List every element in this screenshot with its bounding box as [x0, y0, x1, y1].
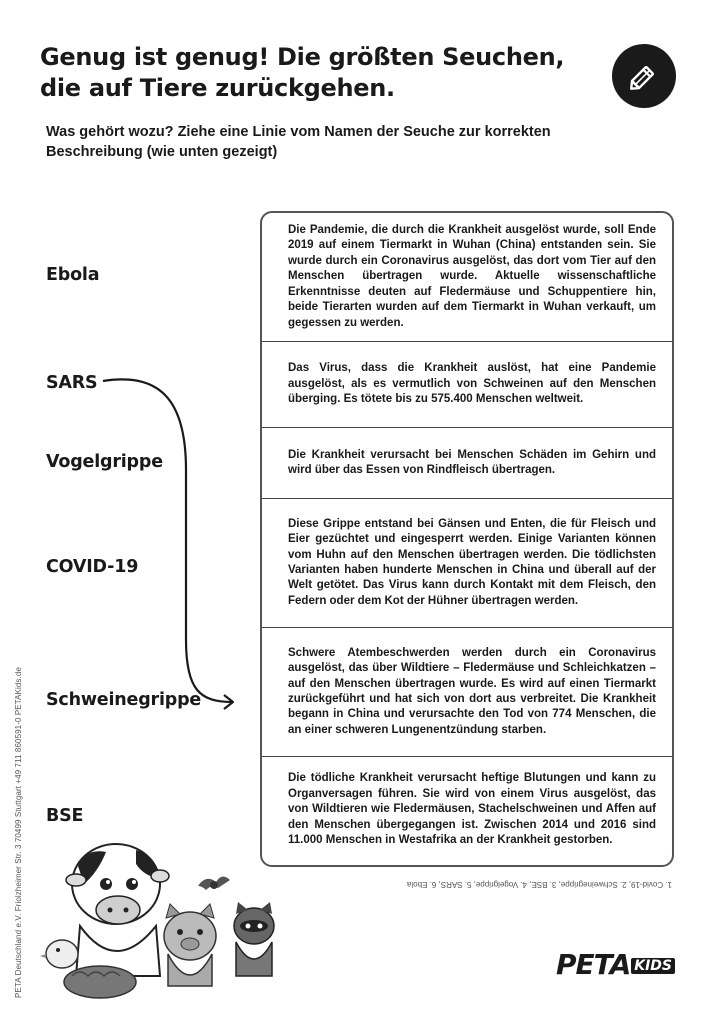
disease-label-sars[interactable]: SARS: [46, 373, 98, 393]
description-cell-2[interactable]: [262, 342, 672, 427]
description-cell-1[interactable]: [262, 213, 672, 341]
title-line-2: die auf Tiere zurückgehen.: [40, 74, 395, 102]
disease-label-schweinegrippe[interactable]: Schweinegrippe: [46, 690, 202, 710]
chicken-icon: [40, 940, 78, 968]
logo-brand: PETA: [556, 948, 631, 981]
bat-icon: [198, 876, 230, 890]
disease-label-vogelgrippe[interactable]: Vogelgrippe: [46, 452, 163, 472]
description-cell-5[interactable]: [262, 628, 672, 756]
description-cell-3[interactable]: [262, 428, 672, 498]
description-text-4: Diese Grippe entstand bei Gänsen und Enten, die für Fleisch und Eier gezüchtet und eingesperrt werden. Einige Varianten können vom Huhn auf den Menschen übertragen werden. Die tödlichsten Varianten haben hunderte Menschen in China und überall auf der Welt getötet. Das Virus kann durch Kontakt mit dem Fleisch, den Federn oder dem Kot der Hühner übertragen werden.: [288, 517, 656, 607]
cartoon-animals-illustration: [40, 826, 290, 1006]
disease-label-bse[interactable]: BSE: [46, 806, 84, 826]
solution-key-upside-down: 1. Covid-19, 2. Schweinegrippe, 3. BSE, 4. Vogelgrippe, 5. SARS, 6. Ebola: [406, 880, 672, 889]
instructions-line-1: Was gehört wozu? Ziehe eine Linie vom Namen der Seuche zur korrekten: [46, 124, 551, 140]
disease-label-covid-19[interactable]: COVID-19: [46, 557, 139, 577]
cow-icon: [66, 844, 169, 976]
description-text-1: Die Pandemie, die durch die Krankheit ausgelöst wurde, soll Ende 2019 auf einem Tiermarkt in Wuhan (China) entstanden sein. Sie wurde durch ein Coronavirus ausgelöst, das dort vom Tier auf den Menschen übertragen wurde. Aktuelle wissenschaftliche Erkenntnisse deuten auf Fledermäuse und Schuppentiere hin, beide Tierarten wurden auf dem Tiermarkt in Wuhan verkauft, um gegessen zu werden.: [288, 224, 656, 329]
description-table: [260, 211, 674, 867]
instructions-line-2: Beschreibung (wie unten gezeigt): [46, 144, 278, 160]
description-text-2: Das Virus, dass die Krankheit auslöst, hat eine Pandemie ausgelöst, als es vermutlich von Schweinen auf den Menschen überging. Es tötete bis zu 575.400 Menschen weltweit.: [288, 362, 656, 406]
disease-label-ebola[interactable]: Ebola: [46, 265, 100, 285]
description-text-3: Die Krankheit verursacht bei Menschen Schäden im Gehirn und wird über das Essen von Rindfleisch übertragen.: [288, 448, 656, 476]
description-text-5: Schwere Atembeschwerden werden durch ein Coronavirus ausgelöst, das über Wildtiere – Fledermäuse und Schleichkatzen – auf den Menschen übertragen wurde. Es wird auf einen Tiermarkt zurückgeführt und hat sich von dort aus verbreitet. Die Krankheit begann in China und verursachte den Tod von 774 Menschen, die an einer schweren Lungenentzündung starben.: [288, 646, 656, 736]
description-cell-6[interactable]: [262, 757, 672, 863]
raccoon-icon: [234, 902, 274, 976]
peta-kids-logo: [556, 948, 675, 981]
pangolin-icon: [64, 966, 136, 998]
pig-icon: [164, 904, 216, 986]
description-cell-4[interactable]: [262, 499, 672, 627]
description-text-6: Die tödliche Krankheit verursacht heftige Blutungen und kann zu Organversagen führen. Sie wird von einem Virus ausgelöst, das von Wildtieren wie Fledermäusen, Stachelschweinen und Affen auf den Menschen übergegangen ist. Zwischen 2014 und 2016 sind 11.000 Menschen in Westafrika an der Krankheit gestorben.: [288, 772, 656, 847]
title-line-1: Genug ist genug! Die größten Seuchen,: [40, 43, 565, 71]
logo-sub: KIDS: [631, 958, 675, 974]
imprint-vertical: PETA Deutschland e.V. Friolzheimer Str. 3 70499 Stuttgart +49 711 860591-0 PETAKids.de: [14, 667, 23, 998]
